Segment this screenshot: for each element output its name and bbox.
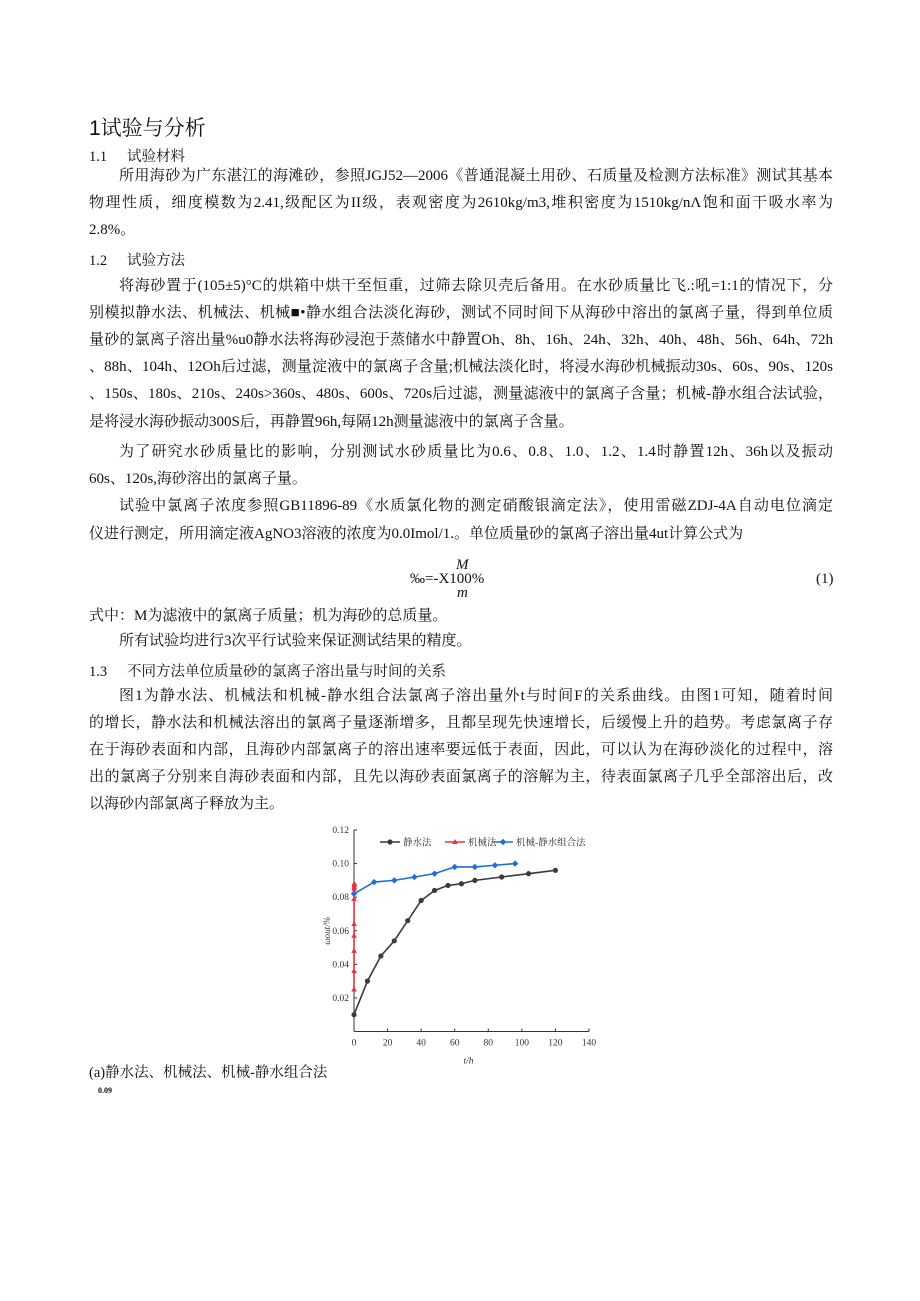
data-point xyxy=(378,953,383,958)
legend-item xyxy=(445,837,497,849)
paragraph-line: 量砂的氯离子溶出量%u0静水法将海砂浸泡于蒸储水中静置Oh、8h、16h、24h、32h、40h、48h、56h、64h、72h xyxy=(89,332,833,348)
data-point xyxy=(452,864,458,870)
subsection-number: 1.3 xyxy=(89,664,108,680)
legend-item xyxy=(380,837,432,849)
data-point xyxy=(512,860,518,866)
data-point xyxy=(492,862,498,868)
data-point xyxy=(500,839,506,845)
y-axis-label: ωout/% xyxy=(322,916,332,945)
x-tick-label: 0 xyxy=(351,1038,357,1049)
x-tick-label: 100 xyxy=(514,1038,529,1049)
data-point xyxy=(371,879,377,885)
formula-denominator: m xyxy=(457,585,468,601)
paragraph-line: 试验中氯离子浓度参照GB11896-89《水质氯化物的测定硝酸银滴定法》，使用雷磁ZDJ-4A自动电位滴定 xyxy=(119,498,833,514)
paragraph-line: 60s、120s,海砂溶出的氯离子量。 xyxy=(89,471,307,487)
subsection-title: 试验材料 xyxy=(127,149,185,165)
data-point xyxy=(431,870,437,876)
stray-axis-label: 0.09 xyxy=(98,1086,112,1095)
x-tick-label: 60 xyxy=(449,1038,460,1049)
paragraph-line: 所有试验均进行3次平行试验来保证测试结果的精度。 xyxy=(119,633,472,649)
paragraph-line: 别模拟静水法、机械法、机械■•静水组合法淡化海砂，测试不同时间下从海砂中溶出的氯离子量，得到单位质 xyxy=(89,305,833,321)
paragraph-line: 、150s、180s、210s、240s>360s、480s、600s、720s后过滤，测量滤液中的氯离子含量；机械-静水组合法试验， xyxy=(89,386,833,402)
paragraph-line: 、88h、104h、12Oh后过滤，测量淀液中的氯离子含量;机械法淡化时，将浸水海砂机械振动30s、60s、90s、120s xyxy=(89,359,833,375)
data-point xyxy=(526,871,531,876)
figure-caption: (a)静水法、机械法、机械-静水组合法 xyxy=(89,1065,328,1081)
formula-body: ‰=-X100% xyxy=(410,571,485,587)
legend-label: 机械-静水组合法 xyxy=(516,838,586,849)
y-tick-label: 0.02 xyxy=(332,993,349,1004)
figure-1-chart xyxy=(300,815,620,1065)
series-line xyxy=(354,870,555,1014)
data-point xyxy=(459,881,464,886)
data-point xyxy=(351,968,357,973)
paragraph-line: 以海砂内部氯离子释放为主。 xyxy=(89,796,285,812)
x-tick-label: 80 xyxy=(483,1038,494,1049)
data-point xyxy=(405,918,410,923)
data-point xyxy=(472,864,478,870)
x-tick-label: 120 xyxy=(548,1038,563,1049)
data-point xyxy=(419,898,424,903)
subsection-number: 1.2 xyxy=(89,253,108,269)
paragraph-line: 仪进行测定，所用滴定液AgNO3溶液的浓度为0.0Imol/1.。单位质量砂的氯离子溶出量4ut计算公式为 xyxy=(89,526,744,542)
series-0 xyxy=(351,868,558,1018)
subsection-1-3 xyxy=(89,660,446,681)
x-tick-label: 40 xyxy=(416,1038,426,1049)
data-point xyxy=(553,868,558,873)
subsection-title: 试验方法 xyxy=(127,253,185,269)
x-axis-label: t/h xyxy=(463,1056,474,1065)
paragraph-line: 物理性质，细度模数为2.41,级配区为II级，表观密度为2610kg/m3,堆积密度为1510kg/nΛ饱和面干吸水率为 xyxy=(89,195,833,211)
paragraph-line: 将海砂置于(105±5)°C的烘箱中烘干至恒重，过筛去除贝壳后备用。在水砂质量比飞.:吼=1:1的情况下，分 xyxy=(119,278,833,294)
subsection-number: 1.1 xyxy=(89,149,108,165)
paragraph-line: 是将浸水海砂振动300S后，再静置96h,每隔12h测量滤液中的氯离子含量。 xyxy=(89,414,574,430)
paragraph-line: 的增长，静水法和机械法溶出的氯离子量逐渐增多，且都呈现先快速增长，后缓慢上升的趋势。考虑氯离子存 xyxy=(89,715,833,731)
paragraph-line: 在于海砂表面和内部，且海砂内部氯离子的溶出速率要远低于表面，因此，可以认为在海砂淡化的过程中，溶 xyxy=(89,742,833,758)
formula-numerator: M xyxy=(456,557,469,573)
legend-label: 静水法 xyxy=(403,838,432,849)
legend-label: 机械法 xyxy=(468,838,497,849)
paragraph-line: 式中：M为滤液中的氯离子质量；机为海砂的总质量。 xyxy=(89,608,448,624)
x-tick-label: 20 xyxy=(382,1038,393,1049)
legend-item xyxy=(493,837,586,849)
data-point xyxy=(351,921,357,926)
subsection-1-2 xyxy=(89,249,185,270)
y-tick-label: 0.10 xyxy=(332,859,349,870)
data-point xyxy=(392,938,397,943)
y-tick-label: 0.08 xyxy=(332,893,349,904)
paragraph-line: 2.8%。 xyxy=(89,222,136,238)
data-point xyxy=(445,883,450,888)
paragraph-line: 图1为静水法、机械法和机械-静水组合法氯离子溶出量外t与时间F的关系曲线。由图1可知，随着时间 xyxy=(119,688,833,704)
equation-number: (1) xyxy=(816,571,834,587)
paragraph-line: 所用海砂为广东湛江的海滩砂，参照JGJ52—2006《普通混凝土用砂、石质量及检测方法标准》测试其基本 xyxy=(119,168,833,184)
data-point xyxy=(472,878,477,883)
data-point xyxy=(351,1012,356,1017)
data-point xyxy=(432,888,437,893)
y-tick-label: 0.04 xyxy=(332,960,349,971)
section-title: 1试验与分析 xyxy=(89,117,206,140)
data-point xyxy=(351,948,357,953)
x-tick-label: 140 xyxy=(581,1038,597,1049)
paragraph-line: 出的氯离子分别来自海砂表面和内部，且先以海砂表面氯离子的溶解为主，待表面氯离子几乎全部溶出后，改 xyxy=(89,769,833,785)
data-point xyxy=(411,874,417,880)
data-point xyxy=(351,933,357,938)
data-point xyxy=(352,881,358,886)
data-point xyxy=(365,979,370,984)
data-point xyxy=(351,987,357,992)
data-point xyxy=(391,877,397,883)
y-tick-label: 0.06 xyxy=(332,926,349,937)
paragraph-line: 为了研究水砂质量比的影响，分别测试水砂质量比为0.6、0.8、1.0、1.2、1.4时静置12h、36h以及振动 xyxy=(119,444,833,460)
subsection-title: 不同方法单位质量砂的氯离子溶出量与时间的关系 xyxy=(127,664,446,680)
y-tick-label: 0.12 xyxy=(332,826,349,836)
data-point xyxy=(387,839,392,844)
data-point xyxy=(351,891,357,897)
subsection-1-1 xyxy=(89,145,185,166)
data-point xyxy=(499,874,504,879)
